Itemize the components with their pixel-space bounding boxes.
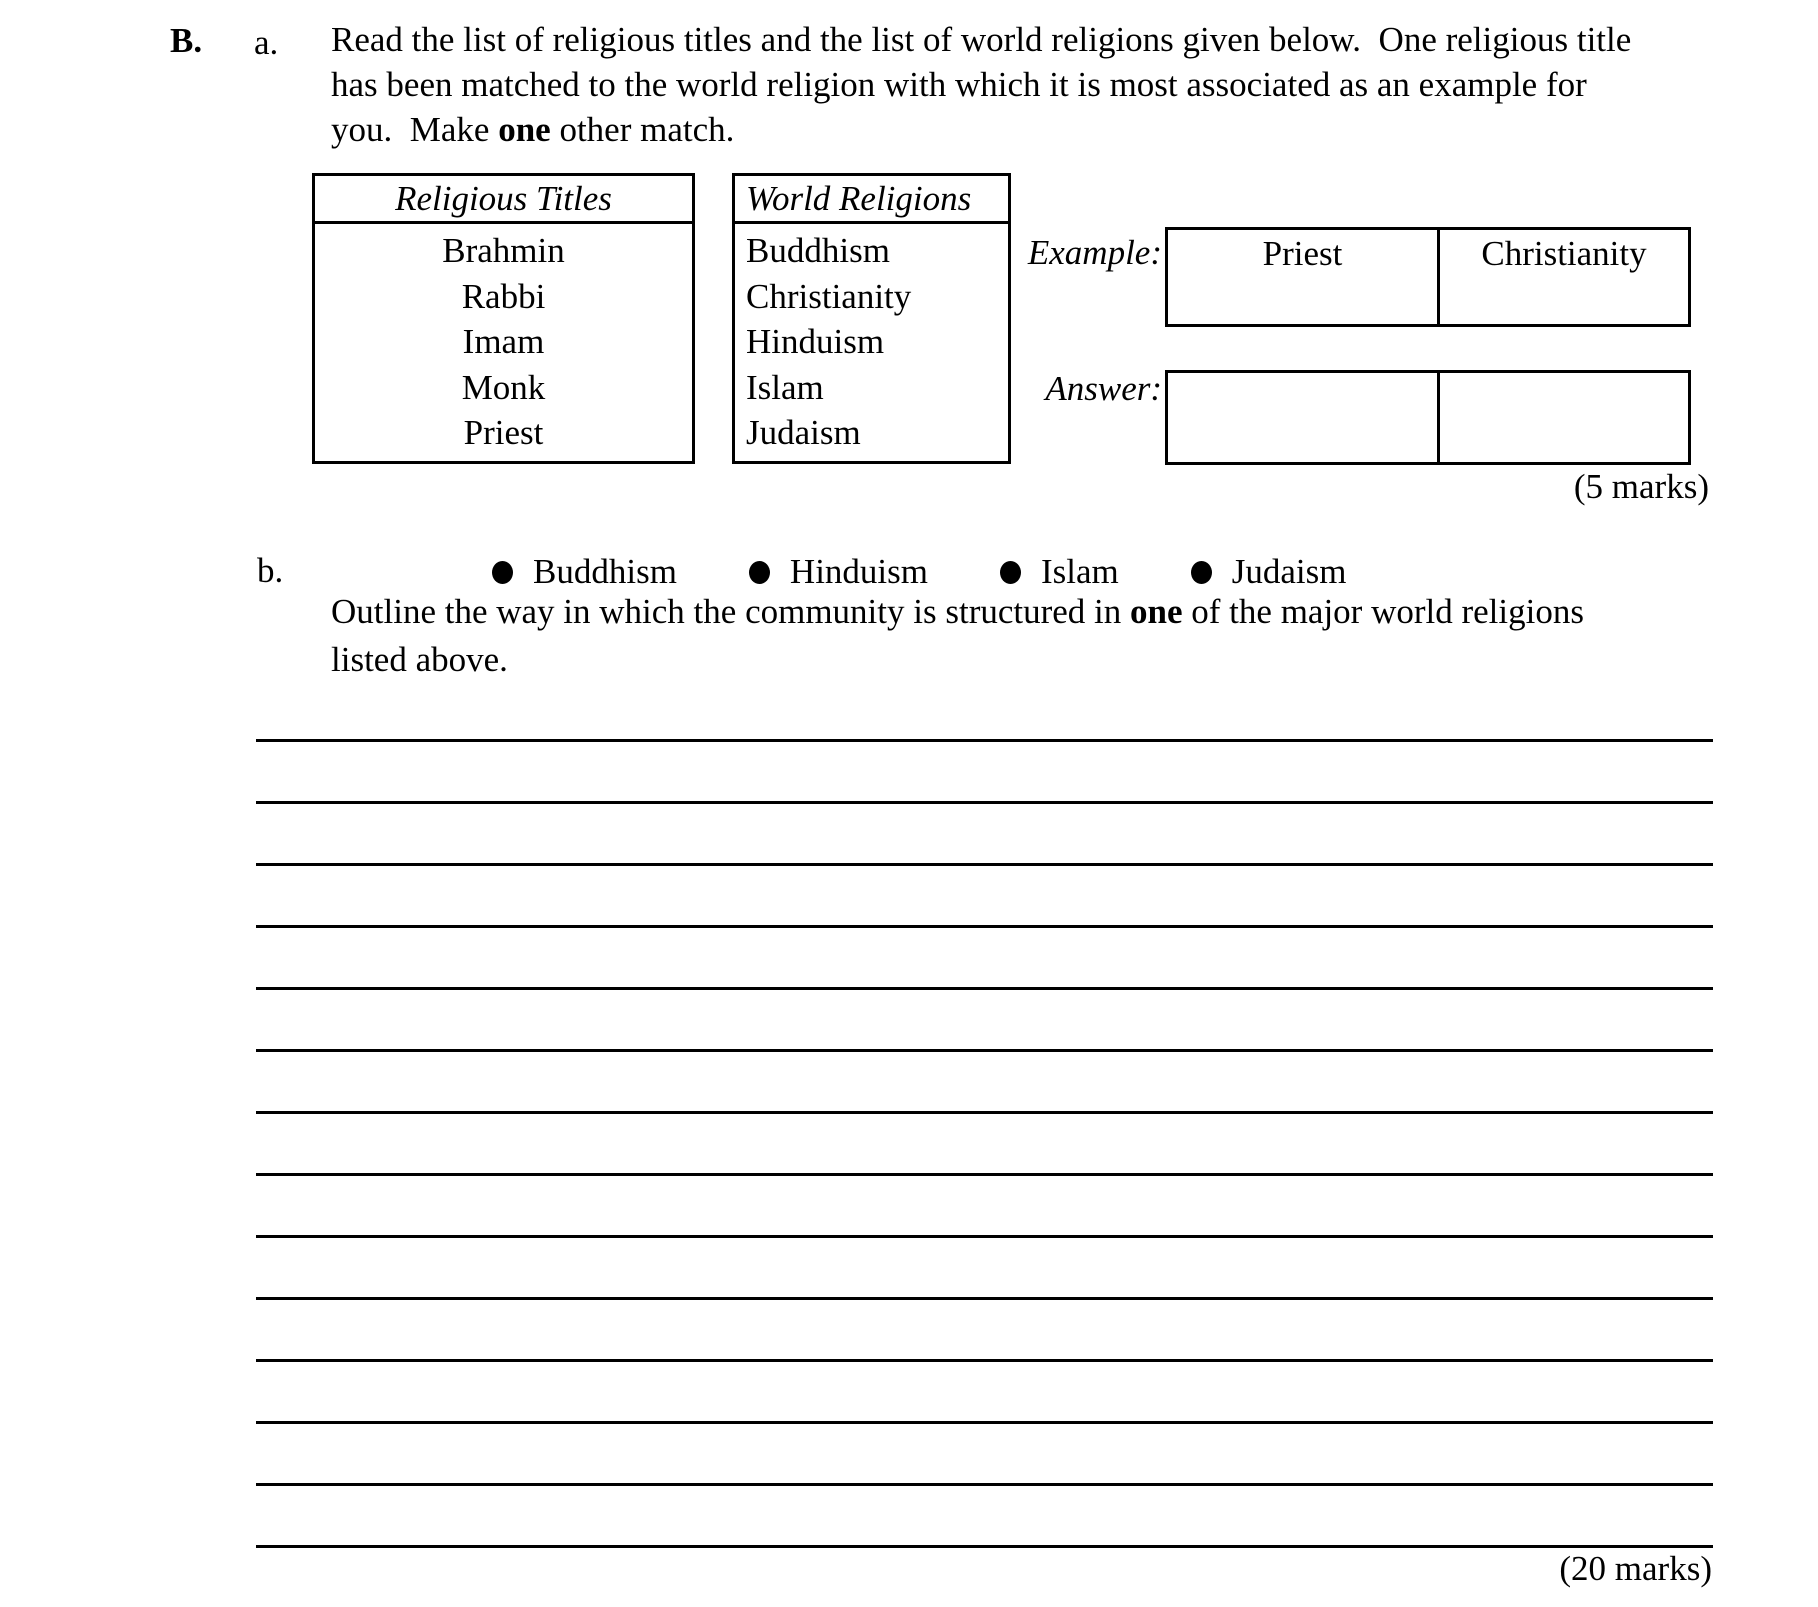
instruction-bold-word: one [498,110,551,149]
religion-option [1191,552,1347,592]
answer-line[interactable] [256,1111,1713,1173]
part-a-instruction-line2: has been matched to the world religion with which it is most associated as an example for [331,65,1587,104]
answer-line[interactable] [256,1049,1713,1111]
bullet-icon [749,561,770,584]
religious-title-item: Rabbi [461,276,546,316]
answer-line[interactable] [256,1359,1713,1421]
question-label: B. [170,21,203,60]
part-a-marks: (5 marks) [1573,467,1709,506]
world-religion-item: Christianity [746,276,912,316]
example-title-cell: Priest [1168,230,1440,324]
religious-title-item: Brahmin [442,231,565,270]
religion-option [749,552,928,592]
answer-religion-cell[interactable] [1440,373,1688,462]
answer-line[interactable] [256,1421,1713,1483]
religious-titles-header: Religious Titles [315,176,692,224]
religious-title-item: Imam [462,322,545,361]
part-b-instruction-line2: listed above. [331,640,508,679]
instruction-text: you. Make [331,110,499,149]
part-b-instruction-line1 [331,588,1584,636]
answer-line[interactable] [256,1235,1713,1297]
part-a-instruction [331,17,1631,152]
part-a-label: a. [254,23,279,62]
part-a-instruction-line1: Read the list of religious titles and the list of world religions given below. One religious title [331,20,1632,59]
instruction-text: other match. [550,110,735,149]
world-religion-item: Judaism [746,413,861,452]
answer-line[interactable] [256,1483,1713,1545]
answer-line[interactable] [256,987,1713,1049]
answer-label: Answer: [1045,369,1162,408]
world-religions-header: World Religions [735,176,1008,224]
religion-option [1000,552,1119,592]
answer-line[interactable] [256,1297,1713,1359]
world-religion-item: Buddhism [746,231,890,270]
religion-option-label: Islam [1041,552,1119,591]
bullet-icon [1191,561,1212,584]
world-religion-item: Hinduism [746,322,885,361]
answer-line[interactable] [256,863,1713,925]
answer-line[interactable] [256,1173,1713,1235]
part-a-instruction-line3 [331,107,1631,152]
bullet-icon [492,561,513,584]
instruction-bold-word: one [1130,592,1183,631]
religion-option [492,552,677,592]
religion-option-label: Judaism [1231,552,1347,591]
religious-title-item: Monk [461,367,546,407]
religious-title-item: Priest [463,413,544,452]
answer-line[interactable] [256,801,1713,863]
part-b-instruction [331,588,1584,684]
example-box [1165,227,1691,327]
part-b-label: b. [257,551,284,590]
religious-titles-list [315,224,692,456]
instruction-text: of the major world religions [1182,592,1584,631]
religious-titles-table [312,173,695,464]
world-religion-item: Islam [746,367,824,407]
bullet-icon [1000,561,1021,584]
religion-option-label: Buddhism [533,552,677,591]
world-religions-table [732,173,1011,464]
answer-line[interactable] [256,1545,1713,1607]
instruction-text: Outline the way in which the community is structured in [331,592,1131,631]
example-label: Example: [1027,233,1162,272]
answer-line[interactable] [256,925,1713,987]
part-b-marks: (20 marks) [1559,1549,1712,1588]
answer-line[interactable] [256,739,1713,801]
answer-box[interactable] [1165,370,1691,465]
world-religions-list [735,224,1008,456]
example-religion-cell: Christianity [1481,234,1647,273]
answer-lines [256,739,1713,1607]
religion-option-label: Hinduism [789,552,928,591]
answer-title-cell[interactable] [1168,373,1440,462]
